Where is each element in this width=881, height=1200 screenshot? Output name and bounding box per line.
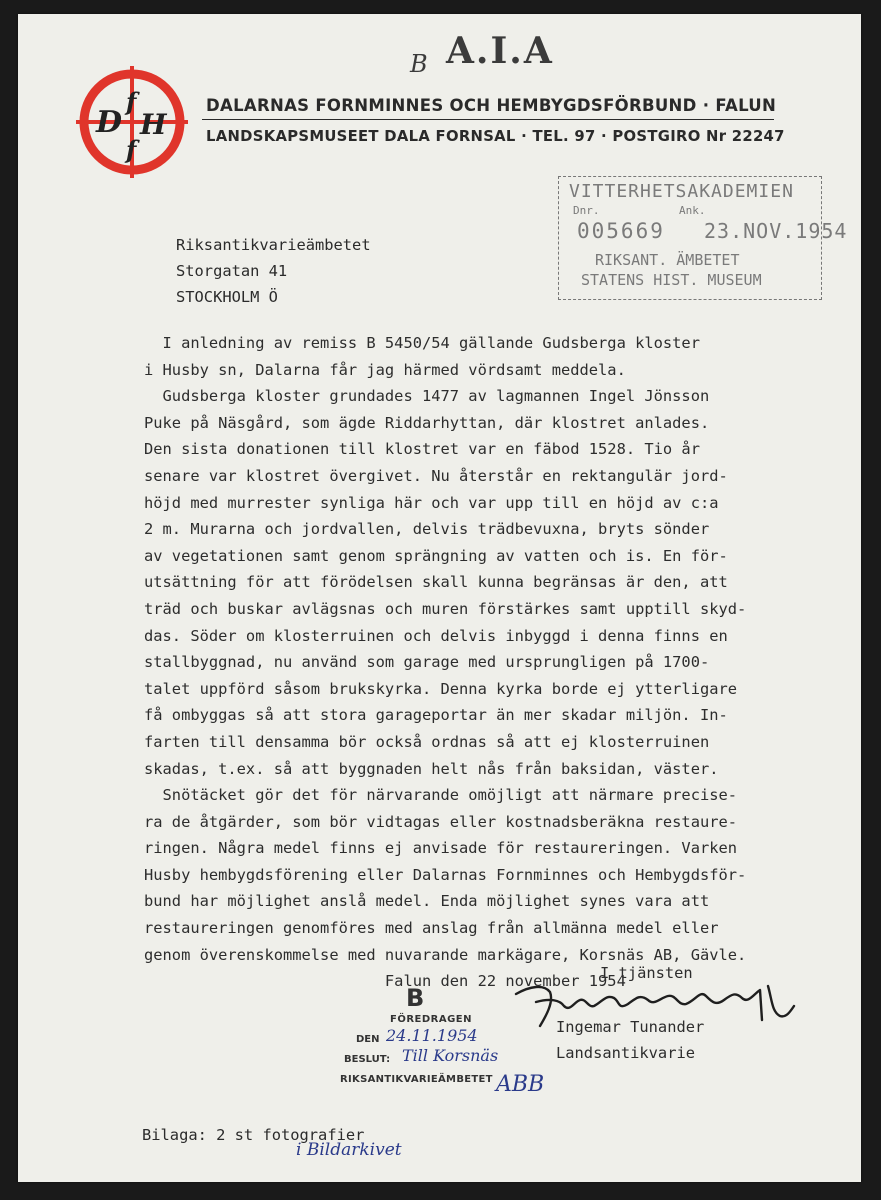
signer-name: Ingemar Tunander <box>556 1018 705 1036</box>
stamp-line-4: STATENS HIST. MUSEUM <box>581 271 762 289</box>
svg-text:f: f <box>126 135 137 164</box>
attachment-line: Bilaga: 2 st fotografier <box>142 1126 365 1144</box>
body-line: skadas, t.ex. så att byggnaden helt nås från baksidan, väster. <box>144 759 719 778</box>
archive-mark-b: B <box>410 50 428 78</box>
body-line: genom överenskommelse med nuvarande markägare, Korsnäs AB, Gävle. <box>144 945 747 964</box>
body-line: I anledning av remiss B 5450/54 gällande Gudsberga kloster <box>144 334 700 352</box>
stamp-date: 23.NOV.1954 <box>704 219 848 243</box>
foredragen-letter: B <box>406 984 425 1012</box>
body-line: talet uppförd såsom brukskyrka. Denna kyrka borde ej ytterligare <box>144 679 738 698</box>
letter-body <box>144 330 834 995</box>
date-line: Falun den 22 november 1954 <box>144 972 626 991</box>
body-line: das. Söder om klosterruinen och delvis inbyggd i denna finns en <box>144 626 728 645</box>
address-line: Storgatan 41 <box>176 262 288 280</box>
handwritten-signature <box>510 972 800 1042</box>
body-line: höjd med murrester synliga här och var upp till en höjd av c:a <box>144 493 719 512</box>
den-value: 24.11.1954 <box>386 1026 478 1045</box>
body-line: restaureringen genomföres med anslag från allmänna medel eller <box>144 919 719 938</box>
body-line: stallbyggnad, nu använd som garage med ursprungligen på 1700- <box>144 653 710 672</box>
stamp-dnr-label: Dnr. <box>573 204 600 217</box>
body-line: utsättning för att förödelsen skall kunna begränsas är den, att <box>144 573 728 592</box>
stamp-title: VITTERHETSAKADEMIEN <box>569 181 794 202</box>
letterhead-line-2: LANDSKAPSMUSEET DALA FORNSAL · TEL. 97 · POSTGIRO Nr 22247 <box>206 128 785 145</box>
stamp-org: RIKSANTIKVARIEÄMBETET <box>340 1074 493 1085</box>
foredragen-label: FÖREDRAGEN <box>390 1014 473 1025</box>
body-line: av vegetationen samt genom sprängning av vatten och is. En för- <box>144 546 728 565</box>
svg-text:H: H <box>140 108 167 141</box>
den-label: DEN <box>356 1034 380 1045</box>
body-line: ringen. Några medel finns ej anvisade för restaureringen. Varken <box>144 839 738 858</box>
body-line: farten till densamma bör också ordnas så att ej klosterruinen <box>144 732 710 751</box>
body-line: Den sista donationen till klostret var en fäbod 1528. Tio år <box>144 440 700 459</box>
handwritten-bildarkivet: i Bildarkivet <box>296 1140 402 1160</box>
archive-mark-aia: A.I.A <box>446 30 554 72</box>
body-line: träd och buskar avlägsnas och muren förstärkes samt upptill skyd- <box>144 599 747 618</box>
signer-title: Landsantikvarie <box>556 1044 695 1062</box>
body-line: få ombyggas så att stora garageportar än mer skadar miljön. In- <box>144 706 728 725</box>
association-logo <box>76 66 188 178</box>
stamp-ank-label: Ank. <box>679 204 706 217</box>
svg-text:D: D <box>96 105 123 140</box>
recipient-address <box>176 232 371 310</box>
beslut-value: Till Korsnäs <box>402 1046 499 1065</box>
body-line: Snötäcket gör det för närvarande omöjligt att närmare precise- <box>144 786 738 805</box>
body-line: ra de åtgärder, som bör vidtagas eller kostnadsberäkna restaure- <box>144 812 738 831</box>
address-line: Riksantikvarieämbetet <box>176 236 371 254</box>
body-line: senare var klostret övergivet. Nu återstår en rektangulär jord- <box>144 466 728 485</box>
svg-text:f: f <box>126 87 137 116</box>
body-line: 2 m. Murarna och jordvallen, delvis trädbevuxna, bryts sönder <box>144 520 710 539</box>
body-line: Husby hembygdsförening eller Dalarnas Fornminnes och Hembygdsför- <box>144 865 747 884</box>
received-stamp <box>558 176 848 300</box>
body-line: bund har möjlighet anslå medel. Enda möjlighet synes vara att <box>144 892 710 911</box>
address-line: STOCKHOLM Ö <box>176 288 278 306</box>
handwritten-initials: ABB <box>496 1072 545 1097</box>
stamp-number: 005669 <box>577 219 665 243</box>
foredragen-stamp <box>340 980 550 1110</box>
letter-page <box>18 14 861 1182</box>
beslut-label: BESLUT: <box>344 1054 391 1065</box>
i-tjansten: I tjänsten <box>600 964 693 982</box>
stamp-line-3: RIKSANT. ÄMBETET <box>595 251 740 269</box>
letterhead-rule <box>202 119 774 120</box>
body-line: Puke på Näsgård, som ägde Riddarhyttan, där klostret anlades. <box>144 413 710 432</box>
letterhead-line-1: DALARNAS FORNMINNES OCH HEMBYGDSFÖRBUND · FALUN <box>206 96 777 115</box>
body-line: i Husby sn, Dalarna får jag härmed vördsamt meddela. <box>144 360 626 379</box>
body-line: Gudsberga kloster grundades 1477 av lagmannen Ingel Jönsson <box>144 387 710 406</box>
